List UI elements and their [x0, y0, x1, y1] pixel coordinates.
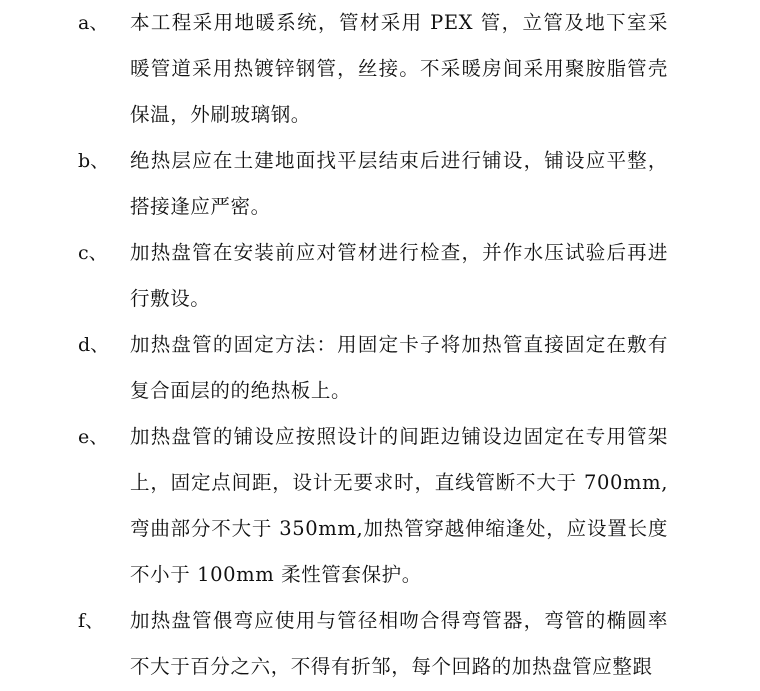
item-marker: c、: [78, 242, 108, 264]
item-marker: b、: [78, 150, 110, 172]
item-marker: f、: [78, 610, 105, 632]
item-marker: e、: [78, 426, 109, 448]
item-text: 加热盘管的铺设应按照设计的间距边铺设边固定在专用管架上，固定点间距，设计无要求时，直线管断不大于 700mm,弯曲部分不大于 350mm,加热管穿越伸缩逢处，应设置长度不小于 100mm 柔性管套保护。: [130, 425, 668, 586]
item-text: 绝热层应在土建地面找平层结束后进行铺设，铺设应平整，搭接逢应严密。: [130, 149, 668, 218]
item-marker: d、: [78, 334, 110, 356]
item-text: 本工程采用地暖系统，管材采用 PEX 管，立管及地下室采暖管道采用热镀锌钢管，丝接。不采暖房间采用聚胺脂管壳保温，外刷玻璃钢。: [130, 11, 668, 126]
item-marker: a、: [78, 12, 109, 34]
item-text: 加热盘管偎弯应使用与管径相吻合得弯管器，弯管的椭圆率不大于百分之六，不得有折邹，每个回路的加热盘管应整跟: [130, 609, 668, 678]
item-text: 加热盘管的固定方法：用固定卡子将加热管直接固定在敷有复合面层的的绝热板上。: [130, 333, 668, 402]
item-text: 加热盘管在安装前应对管材进行检查，并作水压试验后再进行敷设。: [130, 241, 668, 310]
